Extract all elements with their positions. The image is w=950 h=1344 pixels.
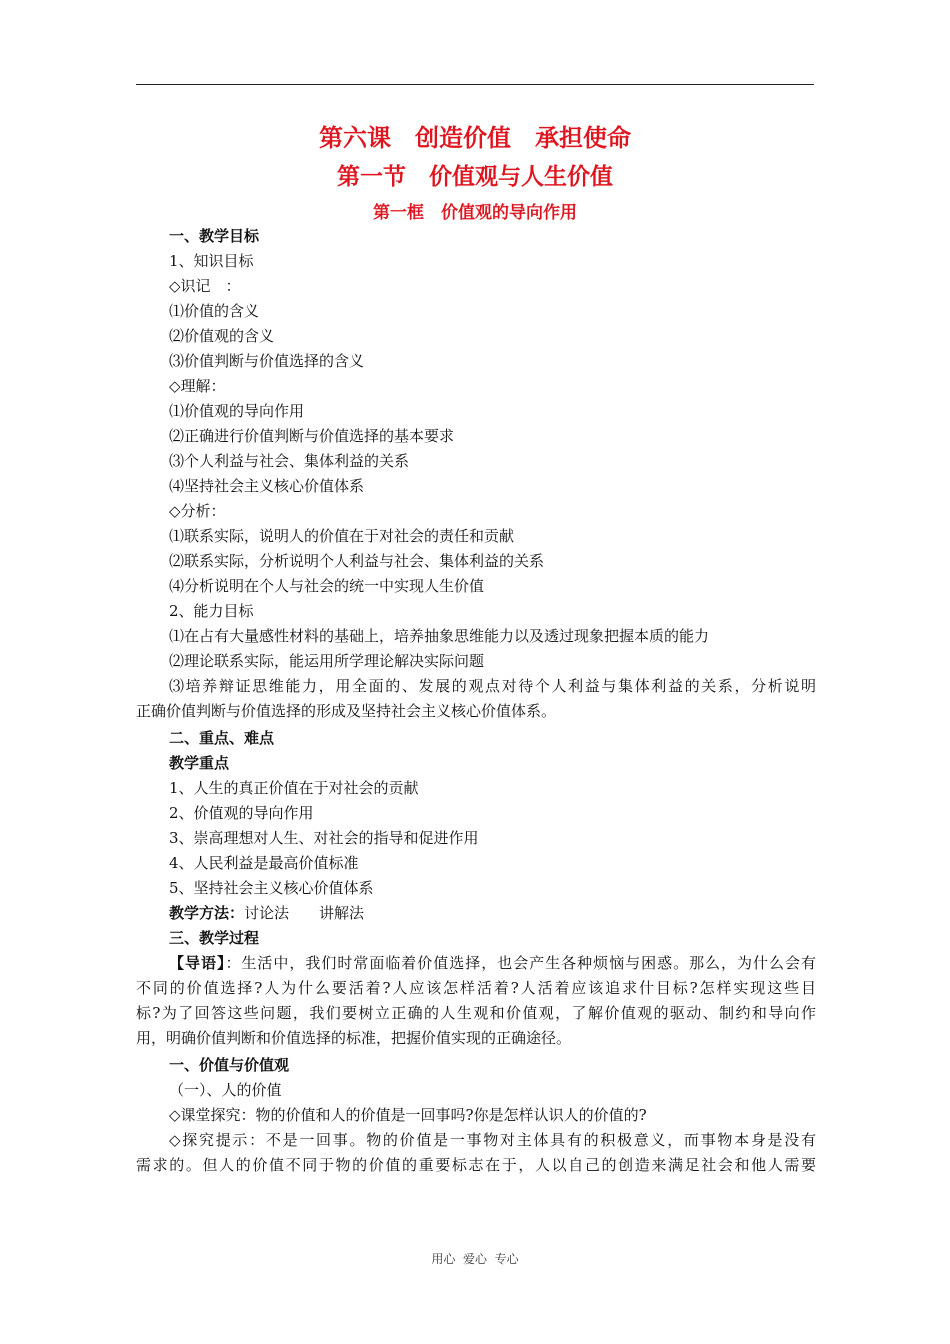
teaching-focus-label: 教学重点: [169, 754, 230, 772]
classroom-inquiry: ◇课堂探究：物的价值和人的价值是一回事吗?你是怎样认识人的价值的?: [169, 1106, 647, 1124]
inquiry-hint-line: ◇探究提示：不是一回事。物的价值是一事物对主体具有的积极意义，而事物本身是没有: [169, 1131, 816, 1149]
heading-value-and-values: 一、价值与价值观: [169, 1056, 290, 1074]
intro-text: ：生活中，我们时常面临着价值选择，也会产生各种烦恼与困惑。那么，为什么会有: [225, 954, 816, 972]
memorize-item: ⑶价值判断与价值选择的含义: [169, 352, 365, 370]
heading-key-points: 二、重点、难点: [169, 729, 275, 747]
intro-paragraph-line: 标?为了回答这些问题，我们要树立正确的人生观和价值观，了解价值观的驱动、制约和导向作: [136, 1004, 816, 1022]
ability-item: ⑵理论联系实际，能运用所学理论解决实际问题: [169, 652, 485, 670]
ability-item: ⑴在占有大量感性材料的基础上，培养抽象思维能力以及透过现象把握本质的能力: [169, 627, 710, 645]
inquiry-hint-line: 需求的。但人的价值不同于物的价值的重要标志在于，人以自己的创造来满足社会和他人需要: [136, 1156, 816, 1174]
lesson-title: 第六课 创造价值 承担使命: [319, 124, 631, 152]
teaching-method: [169, 903, 364, 923]
focus-item: 3、崇高理想对人生、对社会的指导和促进作用: [169, 829, 479, 847]
analyze-item: ⑵联系实际，分析说明个人利益与社会、集体利益的关系: [169, 552, 545, 570]
knowledge-goals: 1、知识目标: [169, 252, 254, 270]
focus-item: 1、人生的真正价值在于对社会的贡献: [169, 779, 419, 797]
frame-title: 第一框 价值观的导向作用: [373, 203, 577, 223]
ability-goals: 2、能力目标: [169, 602, 254, 620]
memorize-item: ⑵价值观的含义: [169, 327, 275, 345]
page-footer: 用心 爱心 专心: [431, 1252, 519, 1266]
understand-item: ⑵正确进行价值判断与价值选择的基本要求: [169, 427, 455, 445]
focus-item: 4、人民利益是最高价值标准: [169, 854, 359, 872]
teaching-method-value: 讨论法 讲解法: [244, 904, 365, 922]
header-rule: [136, 84, 814, 85]
intro-paragraph-line: [136, 953, 816, 973]
understand-item: ⑴价值观的导向作用: [169, 402, 305, 420]
focus-item: 5、坚持社会主义核心价值体系: [169, 879, 374, 897]
focus-item: 2、价值观的导向作用: [169, 804, 314, 822]
heading-teaching-process: 三、教学过程: [169, 929, 260, 947]
section-title: 第一节 价值观与人生价值: [337, 164, 613, 190]
teaching-method-label: 教学方法：: [169, 904, 245, 922]
memorize-item: ⑴价值的含义: [169, 302, 260, 320]
intro-label: 【导语】: [169, 954, 226, 972]
understand-item: ⑷坚持社会主义核心价值体系: [169, 477, 365, 495]
analyze-label: ◇分析：: [169, 502, 226, 520]
analyze-item: ⑴联系实际，说明人的价值在于对社会的责任和贡献: [169, 527, 515, 545]
memorize-label: ◇识记 ：: [169, 277, 241, 295]
ability-item-cont: 正确价值判断与价值选择的形成及坚持社会主义核心价值体系。: [136, 702, 557, 720]
intro-paragraph-line: 不同的价值选择?人为什么要活着?人应该怎样活着?人活着应该追求什目标?怎样实现这些目: [136, 979, 816, 997]
heading-teaching-goals: 一、教学目标: [169, 227, 260, 245]
understand-item: ⑶个人利益与社会、集体利益的关系: [169, 452, 410, 470]
understand-label: ◇理解：: [169, 377, 226, 395]
analyze-item: ⑷分析说明在个人与社会的统一中实现人生价值: [169, 577, 485, 595]
intro-paragraph-line: 用，明确价值判断和价值选择的标准，把握价值实现的正确途径。: [136, 1029, 572, 1047]
ability-item: ⑶培养辩证思维能力，用全面的、发展的观点对待个人利益与集体利益的关系，分析说明: [169, 677, 816, 695]
subheading-human-value: （一）、人的价值: [169, 1081, 282, 1099]
